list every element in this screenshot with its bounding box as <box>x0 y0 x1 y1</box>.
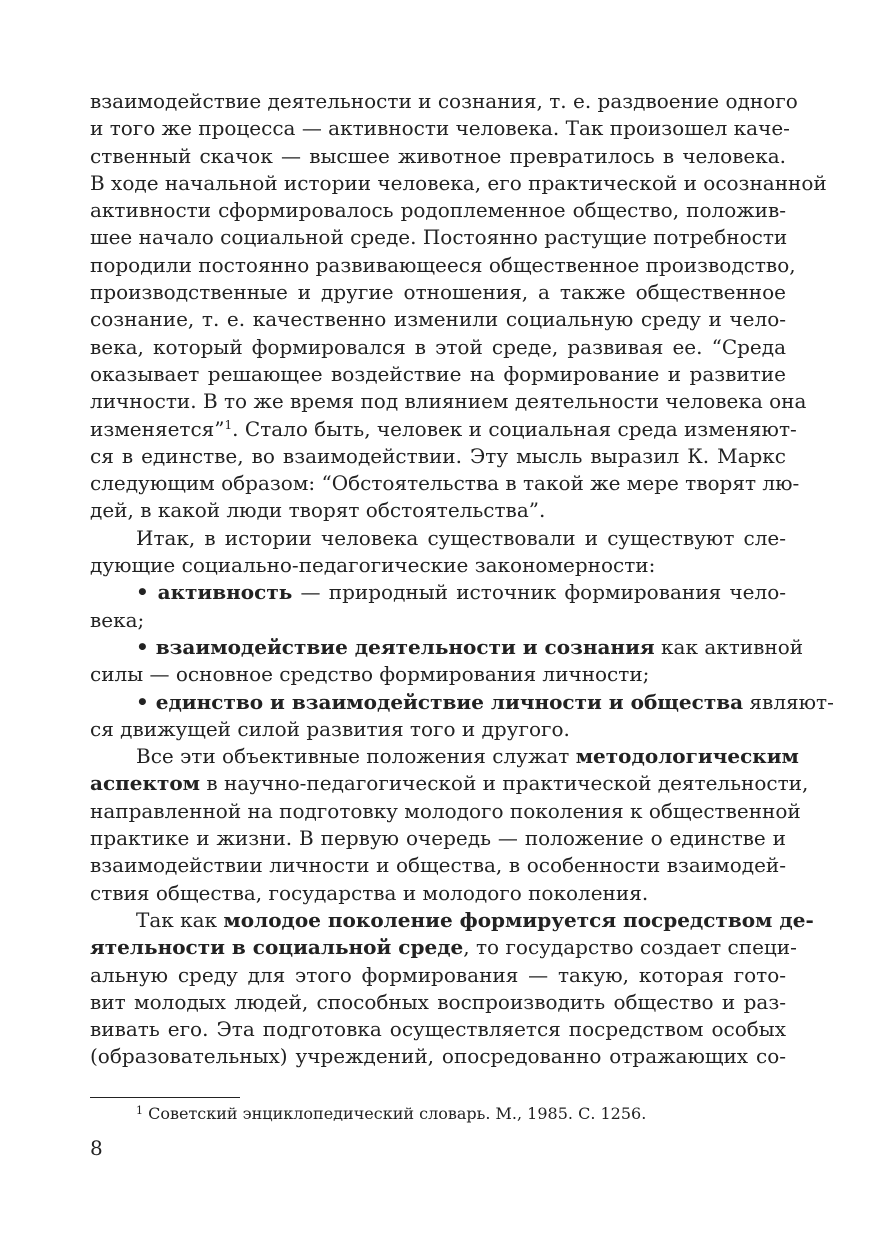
text-line: производственные и другие отношения, а также общественное <box>90 280 786 305</box>
text-line <box>90 907 814 934</box>
text-line: вивать его. Эта подготовка осуществляется посредством особых <box>90 1017 786 1042</box>
text-line: породили постоянно развивающееся общественное производство, <box>90 252 796 277</box>
bold-term: методологическим <box>575 744 799 769</box>
text-line: направленной на подготовку молодого поколения к общественной <box>90 798 801 823</box>
text-line: ственный скачок — высшее животное превратилось в человека. <box>90 143 786 168</box>
bold-term: • единство и взаимодействие личности и общества <box>136 689 744 714</box>
text-fragment: . Стало быть, человек и социальная среда изменяют- <box>232 416 797 441</box>
bold-term: • активность <box>136 580 293 605</box>
footnote-text: Советский энциклопедический словарь. М., 1985. С. 1256. <box>143 1104 647 1123</box>
text-fragment: в научно-педагогической и практической деятельности, <box>200 771 809 796</box>
text-line: дей, в какой люди творят обстоятельства”. <box>90 498 546 523</box>
text-line <box>90 416 797 443</box>
text-fragment: являют- <box>743 689 834 714</box>
text-line <box>90 934 797 961</box>
text-line: практике и жизни. В первую очередь — положение о единстве и <box>90 826 786 851</box>
text-line: шее начало социальной среде. Постоянно растущие потребности <box>90 225 788 250</box>
text-fragment: Так как <box>136 907 224 932</box>
bold-term: ятельности в социальной среде <box>90 935 464 960</box>
footnote-rule <box>90 1097 240 1098</box>
text-line <box>90 770 809 797</box>
text-line: следующим образом: “Обстоятельства в такой же мере творят лю- <box>90 471 800 496</box>
text-line: активности сформировалось родоплеменное общество, положив- <box>90 198 786 223</box>
text-line: дующие социально-педагогические закономерности: <box>90 553 656 578</box>
text-line: ся движущей силой развития того и другого. <box>90 716 570 741</box>
text-line: силы — основное средство формирования личности; <box>90 662 650 687</box>
bold-term: • взаимодействие деятельности и сознания <box>136 634 655 659</box>
text-line: и того же процесса — активности человека. Так произошел каче- <box>90 116 790 141</box>
footnote-marker: 1 <box>136 1104 143 1117</box>
text-fragment: , то государство создает специ- <box>463 935 797 960</box>
text-line: личности. В то же время под влиянием деятельности человека она <box>90 389 807 414</box>
bullet-item <box>90 634 804 661</box>
body-text <box>90 88 834 1071</box>
text-fragment: изменяется” <box>90 416 225 441</box>
text-line: взаимодействие деятельности и сознания, т. е. раздвоение одного <box>90 89 798 113</box>
text-line: альную среду для этого формирования — такую, которая гото- <box>90 962 786 987</box>
text-line <box>90 743 799 770</box>
footnote <box>136 1103 776 1125</box>
text-line: ся в единстве, во взаимодействии. Эту мысль выразил К. Маркс <box>90 443 786 468</box>
text-line: взаимодействии личности и общества, в особенности взаимодей- <box>90 853 786 878</box>
text-line: В ходе начальной истории человека, его практической и осознанной <box>90 170 827 195</box>
bullet-item <box>90 579 786 606</box>
footnote-marker: 1 <box>224 417 233 432</box>
text-fragment: Все эти объективные положения служат <box>136 744 576 769</box>
page-number: 8 <box>90 1136 103 1160</box>
bold-term: аспектом <box>90 771 201 796</box>
text-line: века, который формировался в этой среде, развивая ее. “Среда <box>90 334 786 359</box>
text-line: ствия общества, государства и молодого поколения. <box>90 880 649 905</box>
bullet-item <box>90 689 834 716</box>
bold-term: молодое поколение формируется посредством де- <box>223 907 814 932</box>
text-line: Итак, в истории человека существовали и существуют сле- <box>136 525 786 550</box>
text-line: века; <box>90 607 145 632</box>
text-line: сознание, т. е. качественно изменили социальную среду и чело- <box>90 307 786 332</box>
text-line: (образовательных) учреждений, опосредованно отражающих со- <box>90 1044 786 1069</box>
text-line: вит молодых людей, способных воспроизводить общество и раз- <box>90 989 786 1014</box>
text-fragment: как активной <box>654 634 804 659</box>
text-line: оказывает решающее воздействие на формирование и развитие <box>90 361 786 386</box>
text-fragment: — природный источник формирования чело- <box>292 580 786 605</box>
